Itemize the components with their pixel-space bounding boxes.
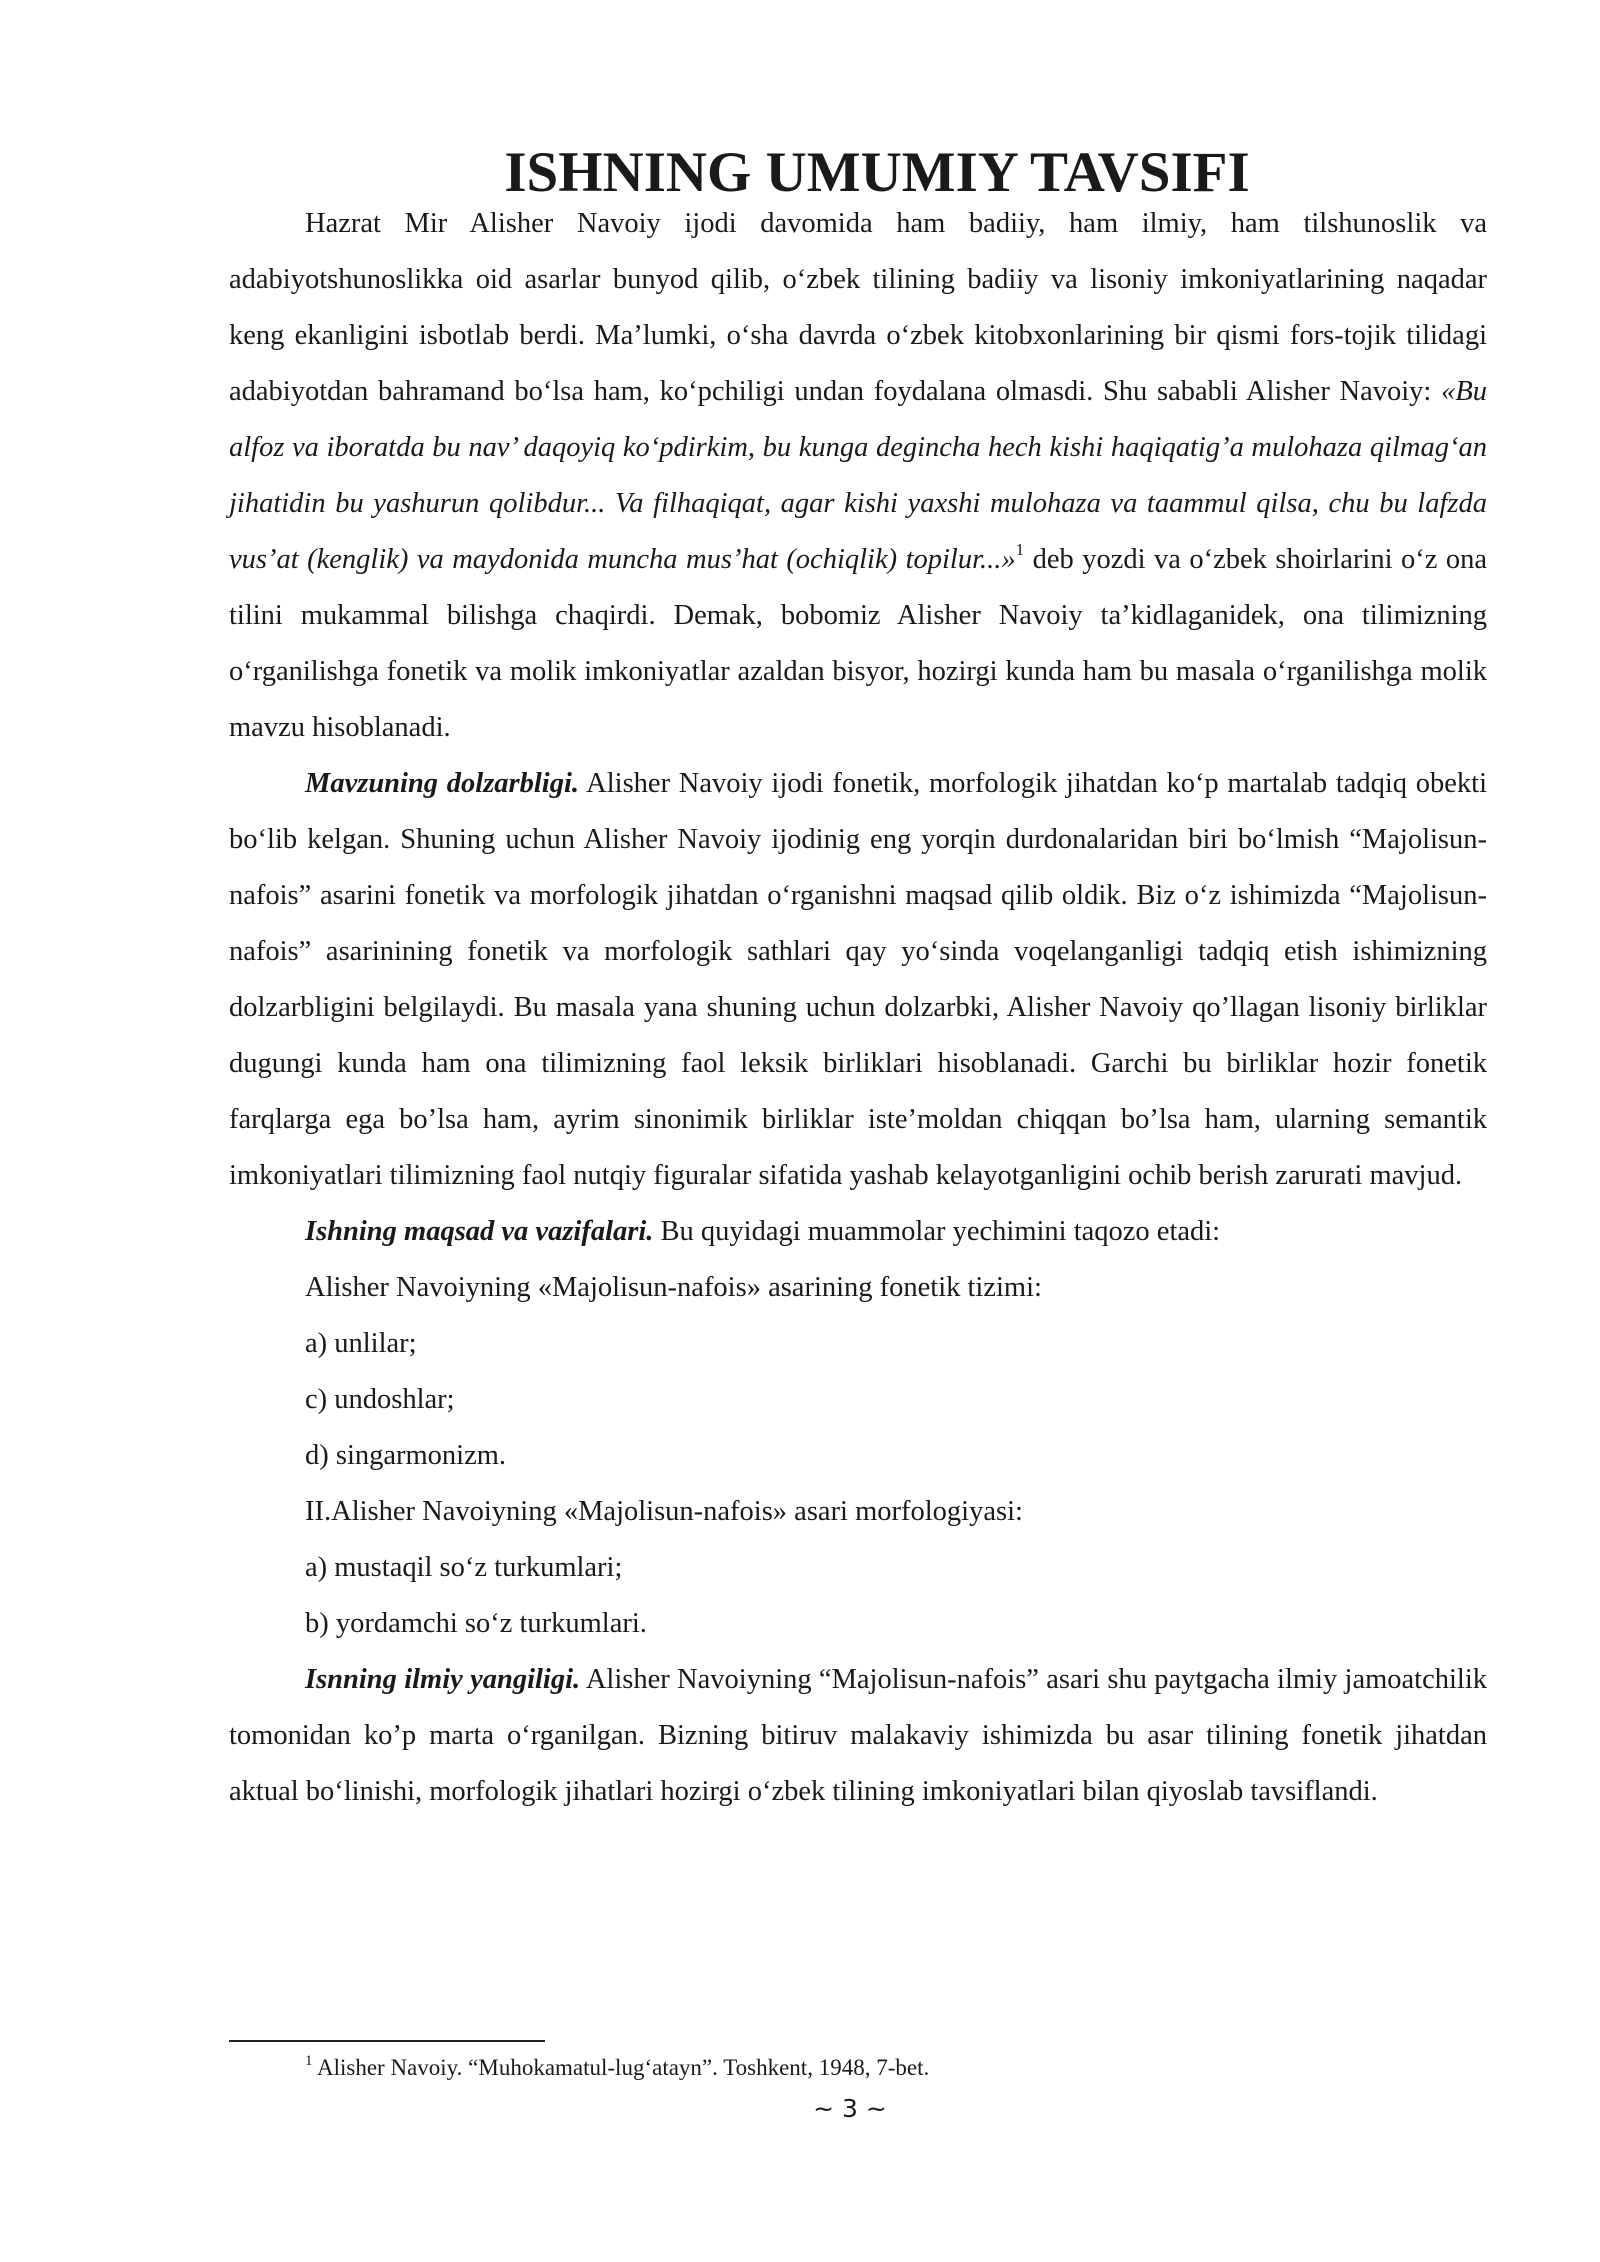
- footnote: [305, 2052, 929, 2084]
- intro-text-2: deb yozdi va o‘zbek shoirlarini o‘z ona tilini mukammal bilishga chaqirdi. Demak, bobomiz Alisher Navoiy ta’kidlaganidek, ona tilimizning o‘rganilishga fonetik va molik imkoniyatlar azaldan bisyor, hozirgi kunda ham bu masala o‘rganilishga molik mavzu hisoblanadi.: [229, 544, 1487, 743]
- goals-list-item: a) unlilar;: [305, 1328, 417, 1359]
- relevance-text: Alisher Navoiy ijodi fonetik, morfologik jihatdan ko‘p martalab tadqiq obekti bo‘lib kelgan. Shuning uchun Alisher Navoiy ijodinig eng yorqin durdonalaridan biri bo‘lmish “Majolisun-nafois” asarini fonetik va morfologik jihatdan o‘rganishni maqsad qilib oldik. Biz o‘z ishimizda “Majolisun-nafois” asarinining fonetik va morfologik sathlari qay yo‘sinda voqelanganligi tadqiq etish ishimizning dolzarbligini belgilaydi. Bu masala yana shuning uchun dolzarbki, Alisher Navoiy qo’llagan lisoniy birliklar dugungi kunda ham ona tilimizning faol leksik birliklari hisoblanadi. Garchi bu birliklar hozir fonetik farqlarga ega bo’lsa ham, ayrim sinonimik birliklar iste’moldan chiqqan bo’lsa ham, ularning semantik imkoniyatlari tilimizning faol nutqiy figuralar sifatida yashab kelayotganligini ochib berish zarurati mavjud.: [229, 768, 1488, 1191]
- footnote-reference[interactable]: 1: [1015, 540, 1025, 559]
- footnote-text: Alisher Navoiy. “Muhokamatul-lug‘atayn”. Toshkent, 1948, 7-bet.: [312, 2055, 930, 2080]
- goals-list-item: Alisher Navoiyning «Majolisun-nafois» asarining fonetik tizimi:: [305, 1272, 1042, 1303]
- goals-list-item: d) singarmonizm.: [305, 1440, 507, 1471]
- document-page: [229, 141, 1488, 1820]
- relevance-paragraph: [229, 756, 1487, 1204]
- intro-text-1: Hazrat Mir Alisher Navoiy ijodi davomida ham badiiy, ham ilmiy, ham tilshunoslik va adabiyotshunoslikka oid asarlar bunyod qilib, o‘zbek tilining badiiy va lisoniy imkoniyatlarining naqadar keng ekanligini isbotlab berdi. Ma’lumki, o‘sha davrda o‘zbek kitobxonlarining bir qismi fors-tojik tilidagi adabiyotdan bahramand bo‘lsa ham, ko‘pchiligi undan foydalana olmasdi. Shu sababli Alisher Navoiy:: [229, 208, 1487, 407]
- page-number: ~ 3 ~: [813, 2094, 887, 2123]
- relevance-heading: Mavzuning dolzarbligi.: [305, 768, 580, 799]
- goals-paragraph: [229, 1204, 1487, 1260]
- novelty-text: Alisher Navoiyning “Majolisun-nafois” asari shu paytgacha ilmiy jamoatchilik tomonidan ko’p marta o‘rganilgan. Bizning bitiruv malakaviy ishimizda bu asar tilining fonetik jihatdan aktual bo‘linishi, morfologik jihatlari hozirgi o‘zbek tilining imkoniyatlari bilan qiyoslab tavsiflandi.: [229, 1664, 1487, 1807]
- page-title: ISHNING UMUMIY TAVSIFI: [504, 141, 1250, 204]
- goals-list-item: II.Alisher Navoiyning «Majolisun-nafois» asari morfologiyasi:: [305, 1496, 1023, 1527]
- intro-paragraph: [229, 196, 1487, 756]
- footnote-separator: [229, 2040, 545, 2042]
- goals-text: Bu quyidagi muammolar yechimini taqozo etadi:: [653, 1216, 1221, 1247]
- footnote-number: 1: [305, 2053, 313, 2069]
- goals-list-item: c) undoshlar;: [305, 1384, 455, 1415]
- goals-list-item: b) yordamchi so‘z turkumlari.: [305, 1608, 647, 1639]
- novelty-heading: Isnning ilmiy yangiligi.: [305, 1664, 581, 1695]
- navoiy-quote: «Bu alfoz va iboratda bu nav’ daqoyiq ko‘pdirkim, bu kunga degincha hech kishi haqiqatig’a mulohaza qilmag‘an jihatidin bu yashurun qolibdur... Va filhaqiqat, agar kishi yaxshi mulohaza va taammul qilsa, chu bu lafzda vus’at (kenglik) va maydonida muncha mus’hat (ochiqlik) topilur...»: [229, 376, 1487, 575]
- goals-list-item: a) mustaqil so‘z turkumlari;: [305, 1552, 623, 1583]
- goals-heading: Ishning maqsad va vazifalari.: [305, 1216, 654, 1247]
- novelty-paragraph: [229, 1652, 1487, 1820]
